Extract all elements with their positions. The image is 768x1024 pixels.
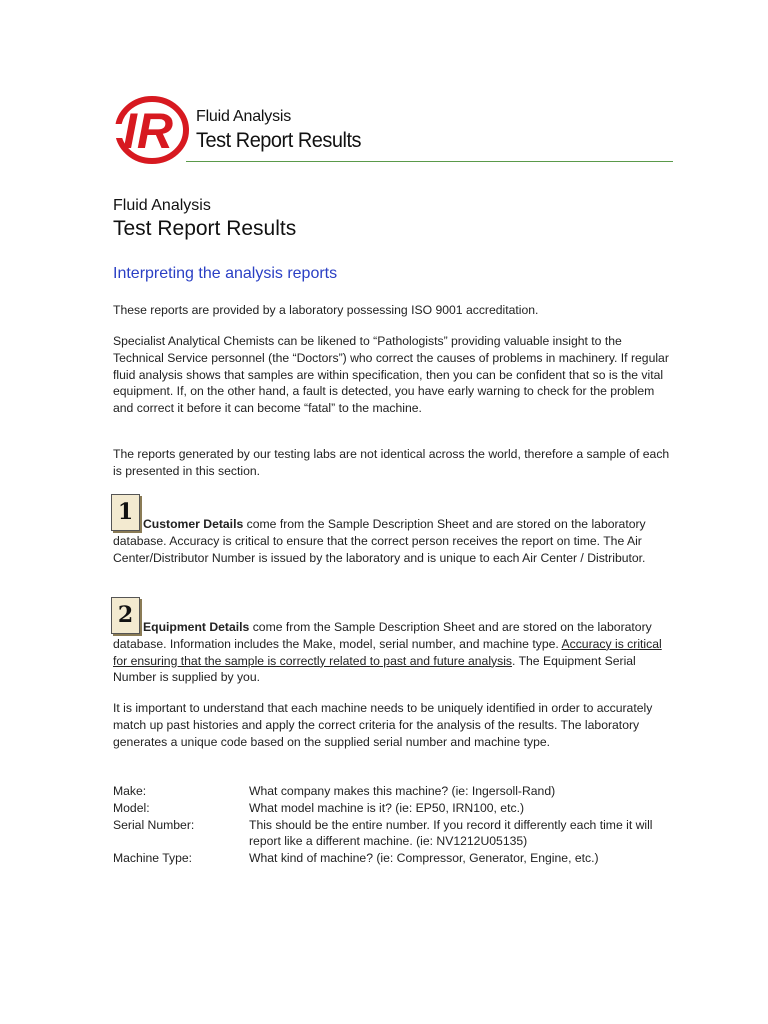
definition-desc: What model machine is it? (ie: EP50, IRN100, etc.): [249, 800, 525, 815]
paragraph-reports: The reports generated by our testing labs are not identical across the world, therefore a sample of each is presented in this section.: [113, 447, 670, 478]
definition-row: [113, 850, 673, 867]
equipment-details-underlined: Accuracy is critical for ensuring that the sample is correctly related to past and future analysis: [113, 636, 662, 668]
definition-desc: What kind of machine? (ie: Compressor, Generator, Engine, etc.): [249, 851, 599, 866]
definition-desc: What company makes this machine? (ie: Ingersoll-Rand): [249, 784, 556, 798]
document-subtitle: Fluid Analysis: [113, 197, 211, 214]
number-1-icon: 1: [111, 494, 140, 531]
definition-term: Serial Number:: [113, 817, 195, 832]
logo-text: IR: [123, 103, 173, 159]
report-header: [110, 93, 672, 165]
item-equipment-details: [113, 619, 673, 686]
definition-term: Machine Type:: [113, 851, 193, 866]
equipment-details-text-a: come from the Sample Description Sheet and are stored on the laboratory database. Information includes the Make, model, serial number, and machine type.: [113, 620, 652, 651]
customer-details-label: Customer Details: [143, 517, 244, 531]
definition-row: [113, 800, 673, 817]
header-divider: [186, 161, 673, 162]
header-subtitle: Fluid Analysis: [196, 108, 292, 125]
item-customer-details: [113, 516, 673, 566]
definition-term: Make:: [113, 784, 147, 798]
definition-row: [113, 783, 673, 800]
equipment-details-text-b: . The Equipment Serial Number is supplied by you.: [113, 653, 636, 685]
paragraph-unique-id: It is important to understand that each machine needs to be uniquely identified in order to accurately match up past histories and apply the correct criteria for the analysis of the results. The laboratory generates a unique code based on the supplied serial number and machine type.: [113, 701, 653, 749]
document-title: Test Report Results: [113, 217, 297, 240]
customer-details-text: come from the Sample Description Sheet and are stored on the laboratory database. Accuracy is critical to ensure that the correct person receives the report on time. The Air Center/Distributor Number is issued by the laboratory and is unique to each Air Center / Distributor.: [113, 517, 646, 565]
definition-row: [113, 817, 673, 851]
paragraph-accreditation: These reports are provided by a laboratory possessing ISO 9001 accreditation.: [113, 303, 539, 317]
ir-logo: [112, 93, 198, 165]
paragraph-chemists: Specialist Analytical Chemists can be likened to “Pathologists” providing valuable insight to the Technical Service personnel (the “Doctors”) who correct the causes of problems in machinery. If regular fluid analysis shows that samples are within specification, then you can be confident that so is the vital equipment. If, on the other hand, a fault is detected, you have early warning to check for the problem and correct it before it can become “fatal” to the machine.: [113, 334, 669, 416]
section-heading: Interpreting the analysis reports: [113, 265, 338, 282]
number-2-icon: 2: [111, 597, 140, 634]
definitions-list: [113, 783, 673, 867]
equipment-details-label: Equipment Details: [143, 620, 250, 634]
definition-desc: This should be the entire number. If you record it differently each time it will report like a different machine. (ie: NV1212U05135): [249, 817, 653, 849]
definition-term: Model:: [113, 800, 150, 815]
header-title: Test Report Results: [196, 129, 362, 152]
